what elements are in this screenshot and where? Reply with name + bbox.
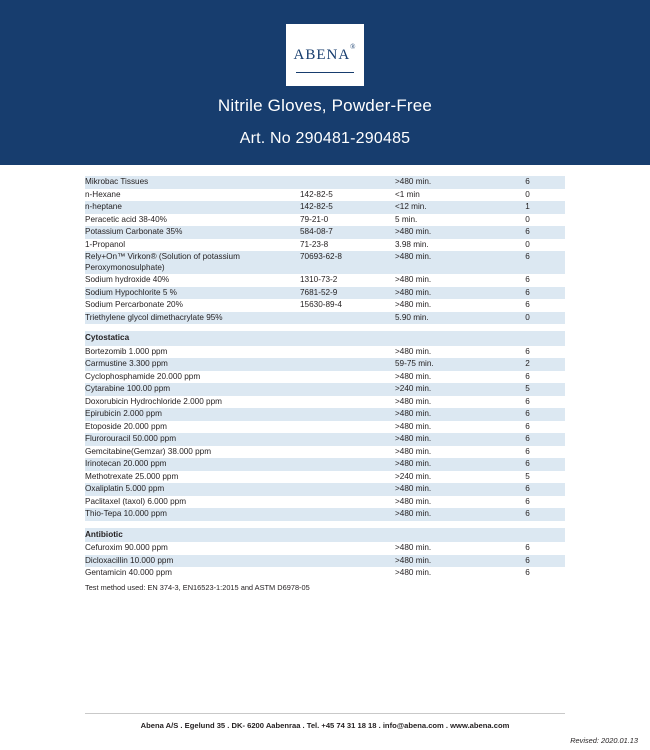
table-row bbox=[85, 446, 565, 459]
chemical-resistance-table bbox=[85, 176, 565, 580]
table-row bbox=[85, 214, 565, 227]
cell-substance: Triethylene glycol dimethacrylate 95% bbox=[85, 312, 300, 325]
cell-breakthrough-time: >480 min. bbox=[395, 371, 490, 384]
cell-breakthrough-time: >480 min. bbox=[395, 567, 490, 580]
page-title: Nitrile Gloves, Powder-Free bbox=[217, 96, 433, 115]
cell-substance: Flurorouracil 50.000 ppm bbox=[85, 433, 300, 446]
table-row bbox=[85, 274, 565, 287]
cell-substance: Etoposide 20.000 ppm bbox=[85, 421, 300, 434]
abena-logo bbox=[286, 24, 364, 86]
table-row bbox=[85, 239, 565, 252]
cell-protection-class: 6 bbox=[490, 446, 565, 459]
cell-cas-number: 142-82-5 bbox=[300, 189, 395, 202]
cell-protection-class: 6 bbox=[490, 433, 565, 446]
cell-substance: Cefuroxim 90.000 ppm bbox=[85, 542, 300, 555]
cell-cas-number bbox=[300, 483, 395, 496]
cell-breakthrough-time: >480 min. bbox=[395, 346, 490, 359]
cell-substance: Gentamicin 40.000 ppm bbox=[85, 567, 300, 580]
cell-breakthrough-time: 5.90 min. bbox=[395, 312, 490, 325]
table-row bbox=[85, 371, 565, 384]
cell-protection-class: 6 bbox=[490, 396, 565, 409]
table-row bbox=[85, 226, 565, 239]
table-row bbox=[85, 396, 565, 409]
cell-cas-number bbox=[300, 496, 395, 509]
table-row bbox=[85, 201, 565, 214]
table-row bbox=[85, 433, 565, 446]
cell-breakthrough-time: 3.98 min. bbox=[395, 239, 490, 252]
cell-substance: Peracetic acid 38-40% bbox=[85, 214, 300, 227]
cell-protection-class: 5 bbox=[490, 471, 565, 484]
cell-breakthrough-time: >480 min. bbox=[395, 508, 490, 521]
table-row bbox=[85, 383, 565, 396]
cell-protection-class: 6 bbox=[490, 508, 565, 521]
cell-substance: Irinotecan 20.000 ppm bbox=[85, 458, 300, 471]
cell-cas-number bbox=[300, 371, 395, 384]
cell-breakthrough-time: >480 min. bbox=[395, 176, 490, 189]
cell-cas-number bbox=[300, 312, 395, 325]
cell-cas-number: 70693-62-8 bbox=[300, 251, 395, 274]
cell-substance: Cytarabine 100.00 ppm bbox=[85, 383, 300, 396]
cell-breakthrough-time: >480 min. bbox=[395, 433, 490, 446]
cell-protection-class: 0 bbox=[490, 312, 565, 325]
cell-protection-class: 6 bbox=[490, 567, 565, 580]
cell-cas-number bbox=[300, 446, 395, 459]
cell-substance: Paclitaxel (taxol) 6.000 ppm bbox=[85, 496, 300, 509]
cell-cas-number bbox=[300, 471, 395, 484]
cell-breakthrough-time: >480 min. bbox=[395, 483, 490, 496]
cell-cas-number bbox=[300, 421, 395, 434]
cell-breakthrough-time: >480 min. bbox=[395, 396, 490, 409]
cell-protection-class: 6 bbox=[490, 496, 565, 509]
cell-protection-class: 0 bbox=[490, 189, 565, 202]
test-method-note: Test method used: EN 374-3, EN16523-1:2015 and ASTM D6978-05 bbox=[85, 583, 310, 592]
cell-substance: Oxaliplatin 5.000 ppm bbox=[85, 483, 300, 496]
cell-substance: Epirubicin 2.000 ppm bbox=[85, 408, 300, 421]
table-row bbox=[85, 542, 565, 555]
cell-protection-class: 2 bbox=[490, 358, 565, 371]
spacer-cell bbox=[85, 521, 565, 528]
table-section-header bbox=[85, 528, 565, 543]
footer-company-info: Abena A/S . Egelund 35 . DK- 6200 Aabenraa . Tel. +45 74 31 18 18 . info@abena.com . www.abena.com bbox=[140, 721, 510, 730]
cell-breakthrough-time: 59-75 min. bbox=[395, 358, 490, 371]
table-row bbox=[85, 176, 565, 189]
cell-substance: n-Hexane bbox=[85, 189, 300, 202]
cell-breakthrough-time: >480 min. bbox=[395, 555, 490, 568]
cell-substance: Rely+On™ Virkon® (Solution of potassium Peroxymonosulphate) bbox=[85, 251, 300, 274]
cell-cas-number bbox=[300, 567, 395, 580]
abena-logo-text: ABENA® bbox=[293, 42, 357, 63]
cell-protection-class: 6 bbox=[490, 299, 565, 312]
table-row bbox=[85, 471, 565, 484]
table-row bbox=[85, 299, 565, 312]
cell-cas-number bbox=[300, 542, 395, 555]
cell-cas-number bbox=[300, 458, 395, 471]
cell-protection-class: 0 bbox=[490, 239, 565, 252]
cell-cas-number bbox=[300, 508, 395, 521]
cell-protection-class: 6 bbox=[490, 483, 565, 496]
document-header bbox=[0, 0, 650, 165]
table-spacer-row bbox=[85, 324, 565, 331]
cell-substance: Doxorubicin Hydrochloride 2.000 ppm bbox=[85, 396, 300, 409]
cell-substance: Bortezomib 1.000 ppm bbox=[85, 346, 300, 359]
cell-breakthrough-time: >480 min. bbox=[395, 408, 490, 421]
cell-substance: Methotrexate 25.000 ppm bbox=[85, 471, 300, 484]
cell-substance: 1-Propanol bbox=[85, 239, 300, 252]
cell-substance: n-heptane bbox=[85, 201, 300, 214]
cell-breakthrough-time: >240 min. bbox=[395, 383, 490, 396]
cell-breakthrough-time: >480 min. bbox=[395, 251, 490, 274]
cell-substance: Sodium hydroxide 40% bbox=[85, 274, 300, 287]
cell-protection-class: 1 bbox=[490, 201, 565, 214]
cell-cas-number: 15630-89-4 bbox=[300, 299, 395, 312]
revised-date: Revised: 2020.01.13 bbox=[570, 736, 638, 745]
table-row bbox=[85, 458, 565, 471]
cell-protection-class: 6 bbox=[490, 542, 565, 555]
cell-cas-number: 71-23-8 bbox=[300, 239, 395, 252]
cell-substance: Sodium Percarbonate 20% bbox=[85, 299, 300, 312]
cell-substance: Thio-Tepa 10.000 ppm bbox=[85, 508, 300, 521]
page-subtitle: Art. No 290481-290485 bbox=[239, 130, 411, 147]
logo-underline bbox=[296, 72, 354, 73]
cell-cas-number: 7681-52-9 bbox=[300, 287, 395, 300]
cell-breakthrough-time: >480 min. bbox=[395, 421, 490, 434]
cell-protection-class: 6 bbox=[490, 555, 565, 568]
table-section-header bbox=[85, 331, 565, 346]
cell-breakthrough-time: 5 min. bbox=[395, 214, 490, 227]
cell-protection-class: 6 bbox=[490, 346, 565, 359]
table-spacer-row bbox=[85, 521, 565, 528]
cell-cas-number bbox=[300, 176, 395, 189]
cell-cas-number: 142-82-5 bbox=[300, 201, 395, 214]
table-row bbox=[85, 508, 565, 521]
section-title: Cytostatica bbox=[85, 331, 565, 346]
cell-cas-number bbox=[300, 396, 395, 409]
cell-protection-class: 6 bbox=[490, 251, 565, 274]
table-row bbox=[85, 483, 565, 496]
cell-cas-number: 79-21-0 bbox=[300, 214, 395, 227]
cell-protection-class: 6 bbox=[490, 371, 565, 384]
cell-breakthrough-time: >480 min. bbox=[395, 542, 490, 555]
registered-mark-icon: ® bbox=[350, 42, 357, 51]
cell-breakthrough-time: >480 min. bbox=[395, 496, 490, 509]
cell-substance: Carmustine 3.300 ppm bbox=[85, 358, 300, 371]
cell-substance: Gemcitabine(Gemzar) 38.000 ppm bbox=[85, 446, 300, 459]
cell-cas-number bbox=[300, 346, 395, 359]
cell-protection-class: 0 bbox=[490, 214, 565, 227]
cell-breakthrough-time: >480 min. bbox=[395, 299, 490, 312]
cell-substance: Dicloxacillin 10.000 ppm bbox=[85, 555, 300, 568]
cell-breakthrough-time: >480 min. bbox=[395, 446, 490, 459]
table-row bbox=[85, 312, 565, 325]
cell-breakthrough-time: <1 min bbox=[395, 189, 490, 202]
cell-cas-number bbox=[300, 358, 395, 371]
table-row bbox=[85, 496, 565, 509]
spacer-cell bbox=[85, 324, 565, 331]
cell-protection-class: 6 bbox=[490, 274, 565, 287]
table-row bbox=[85, 358, 565, 371]
cell-breakthrough-time: >480 min. bbox=[395, 274, 490, 287]
section-title: Antibiotic bbox=[85, 528, 565, 543]
table-row bbox=[85, 287, 565, 300]
cell-substance: Cyclophosphamide 20.000 ppm bbox=[85, 371, 300, 384]
table-row bbox=[85, 567, 565, 580]
cell-breakthrough-time: >480 min. bbox=[395, 458, 490, 471]
cell-protection-class: 6 bbox=[490, 408, 565, 421]
cell-cas-number bbox=[300, 555, 395, 568]
cell-protection-class: 6 bbox=[490, 287, 565, 300]
cell-breakthrough-time: >240 min. bbox=[395, 471, 490, 484]
cell-breakthrough-time: >480 min. bbox=[395, 287, 490, 300]
cell-cas-number bbox=[300, 408, 395, 421]
table-row bbox=[85, 251, 565, 274]
cell-breakthrough-time: >480 min. bbox=[395, 226, 490, 239]
cell-protection-class: 5 bbox=[490, 383, 565, 396]
cell-cas-number: 584-08-7 bbox=[300, 226, 395, 239]
cell-breakthrough-time: <12 min. bbox=[395, 201, 490, 214]
cell-substance: Sodium Hypochlorite 5 % bbox=[85, 287, 300, 300]
table-row bbox=[85, 189, 565, 202]
table-row bbox=[85, 421, 565, 434]
table-row bbox=[85, 555, 565, 568]
data-table bbox=[85, 176, 565, 580]
cell-cas-number: 1310-73-2 bbox=[300, 274, 395, 287]
cell-cas-number bbox=[300, 383, 395, 396]
cell-substance: Mikrobac Tissues bbox=[85, 176, 300, 189]
cell-protection-class: 6 bbox=[490, 226, 565, 239]
cell-cas-number bbox=[300, 433, 395, 446]
cell-protection-class: 6 bbox=[490, 421, 565, 434]
table-row bbox=[85, 408, 565, 421]
footer-divider bbox=[85, 713, 565, 714]
cell-substance: Potassium Carbonate 35% bbox=[85, 226, 300, 239]
cell-protection-class: 6 bbox=[490, 176, 565, 189]
cell-protection-class: 6 bbox=[490, 458, 565, 471]
table-row bbox=[85, 346, 565, 359]
